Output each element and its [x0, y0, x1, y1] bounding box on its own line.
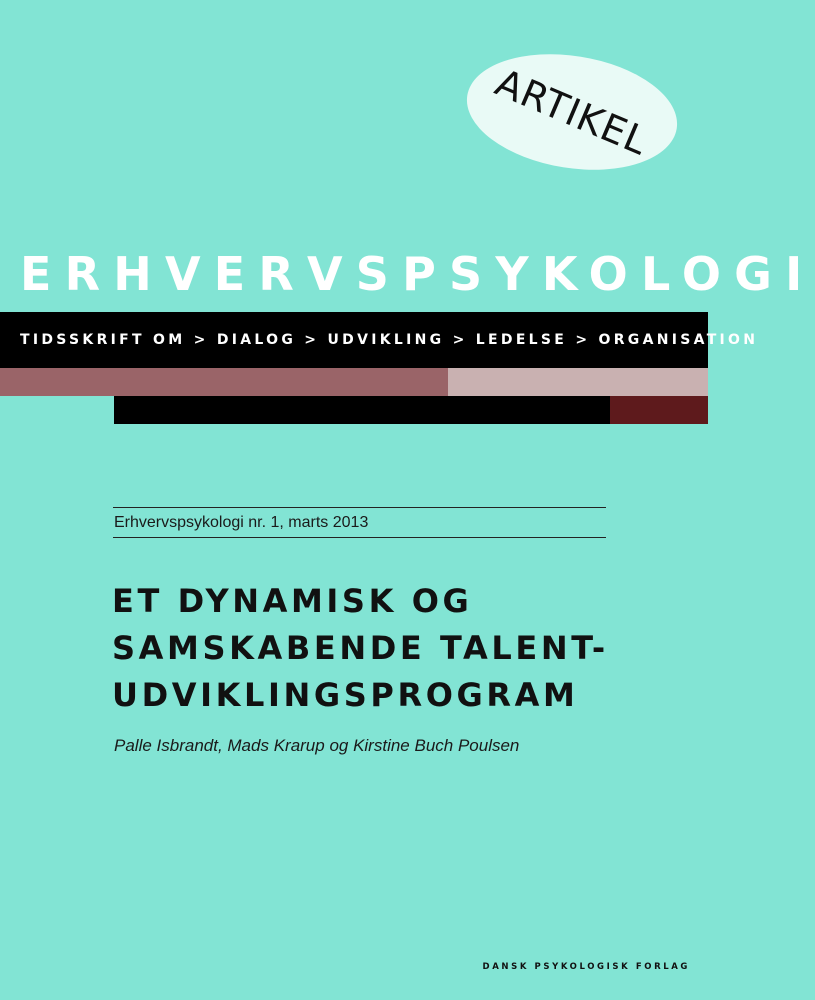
subtitle-band [0, 312, 759, 368]
publisher-name: DANSK PSYKOLOGISK FORLAG [482, 962, 690, 972]
divider-top [113, 507, 606, 508]
article-authors: Palle Isbrandt, Mads Krarup og Kirstine Buch Poulsen [114, 736, 520, 755]
decorative-stripe-black [114, 396, 610, 424]
article-badge [459, 40, 686, 184]
article-title-line: UDVIKLINGSPROGRAM [112, 676, 579, 714]
article-title-line: ET DYNAMISK OG [112, 582, 473, 620]
decorative-stripe-pink [448, 368, 708, 396]
decorative-stripe-mauve [0, 368, 448, 396]
decorative-stripe-maroon [610, 396, 708, 424]
article-badge-label: ARTIKEL [489, 60, 655, 164]
article-title [112, 578, 672, 719]
article-title-line: SAMSKABENDE TALENT- [112, 629, 609, 667]
journal-title: ERHVERVSPSYKOLOGI [20, 247, 815, 301]
divider-bottom [113, 537, 606, 538]
journal-subtitle: TIDSSKRIFT OM > DIALOG > UDVIKLING > LEDELSE > ORGANISATION [20, 332, 759, 348]
issue-info: Erhvervspsykologi nr. 1, marts 2013 [114, 514, 369, 531]
